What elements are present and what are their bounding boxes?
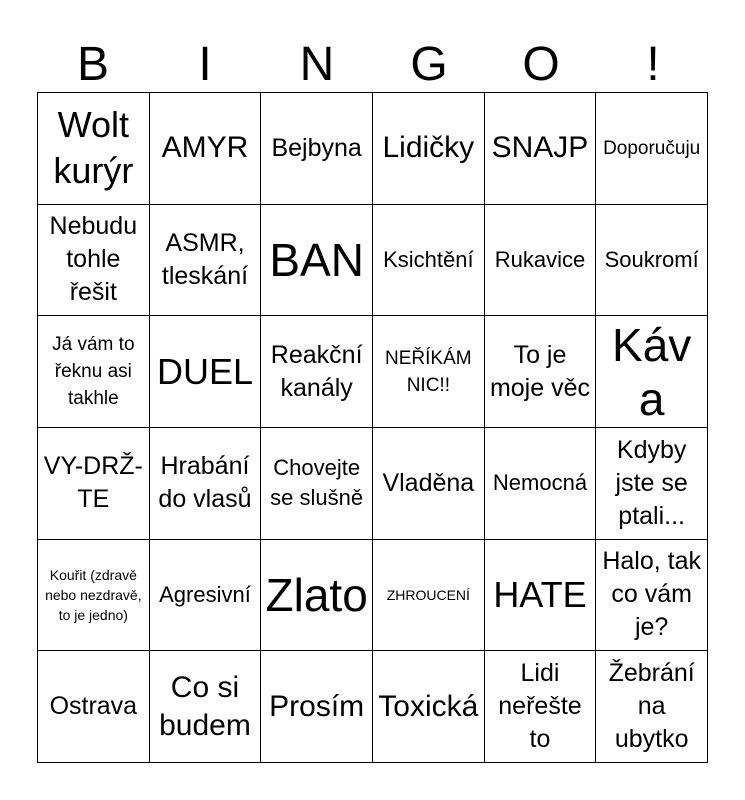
bingo-cell-text: To je moje věc	[489, 340, 590, 402]
bingo-cell-text: VY-DRŽ-TE	[43, 452, 143, 514]
bingo-cell[interactable]	[150, 428, 262, 540]
bingo-cell-text: Hrabání do vlasů	[158, 452, 252, 514]
title-letter: I	[198, 38, 212, 91]
bingo-cell-text: Vladěna	[382, 468, 475, 497]
bingo-cell-text: Nemocná	[492, 470, 588, 496]
bingo-cell[interactable]	[485, 93, 597, 205]
bingo-cell-text: Káva	[612, 318, 692, 425]
bingo-cell-text: NEŘÍKÁM NIC!!	[385, 347, 472, 396]
bingo-cell[interactable]	[485, 428, 597, 540]
bingo-cell-text: Chovejte se slušně	[270, 455, 364, 511]
bingo-cell-text: Zlato	[265, 568, 368, 621]
bingo-board	[37, 92, 708, 763]
bingo-cell-text: Doporučuju	[603, 137, 701, 159]
bingo-cell[interactable]	[261, 428, 373, 540]
bingo-cell-text: Já vám to řeknu asi takhle	[52, 334, 135, 410]
bingo-cell[interactable]	[373, 428, 485, 540]
title-letter: N	[299, 38, 335, 91]
title-letter: O	[522, 38, 560, 91]
bingo-cell-text: Soukromí	[604, 246, 699, 272]
bingo-cell-text: Wolt kurýr	[53, 104, 134, 192]
bingo-cell[interactable]	[596, 651, 708, 763]
bingo-cell-text: Reakční kanály	[270, 340, 363, 402]
title-letter: B	[76, 38, 109, 91]
bingo-cell-text: Nebudu tohle řešit	[49, 212, 138, 307]
bingo-cell-text: Bejbyna	[271, 133, 362, 162]
bingo-cell-text: Halo, tak co vám je?	[602, 547, 701, 642]
bingo-cell[interactable]	[485, 540, 597, 652]
bingo-cell[interactable]	[38, 316, 150, 428]
bingo-cell[interactable]	[596, 428, 708, 540]
bingo-cell[interactable]	[261, 540, 373, 652]
bingo-cell-text: Toxická	[378, 689, 479, 723]
bingo-cell[interactable]	[150, 316, 262, 428]
bingo-title	[37, 36, 708, 92]
bingo-cell-text: Lidi neřešte to	[498, 659, 582, 754]
bingo-cell[interactable]	[150, 93, 262, 205]
bingo-cell[interactable]	[373, 93, 485, 205]
bingo-cell-text: Lidičky	[382, 131, 475, 165]
bingo-cell-text: Agresivní	[159, 581, 251, 607]
bingo-cell[interactable]	[596, 205, 708, 317]
bingo-cell-text: AMYR	[161, 131, 249, 165]
bingo-cell-text: DUEL	[156, 350, 253, 392]
title-letter: !	[646, 38, 660, 91]
bingo-cell[interactable]	[596, 316, 708, 428]
bingo-cell[interactable]	[38, 540, 150, 652]
bingo-cell-text: SNAJP	[491, 131, 589, 165]
bingo-cell-text: Kdyby jste se ptali...	[615, 435, 688, 530]
bingo-cell[interactable]	[261, 93, 373, 205]
bingo-cell[interactable]	[261, 651, 373, 763]
bingo-cell-text: Co si budem	[159, 670, 251, 742]
bingo-cell-text: Ostrava	[49, 692, 138, 721]
bingo-cell-text: Žebrání na ubytko	[608, 659, 695, 754]
bingo-cell[interactable]	[38, 651, 150, 763]
bingo-cell[interactable]	[373, 205, 485, 317]
bingo-cell[interactable]	[485, 316, 597, 428]
bingo-cell[interactable]	[485, 651, 597, 763]
bingo-cell[interactable]	[373, 316, 485, 428]
bingo-cell-text: ASMR, tleskání	[161, 228, 249, 290]
bingo-cell-text: Rukavice	[494, 246, 586, 272]
bingo-cell-text: HATE	[493, 573, 587, 615]
bingo-cell[interactable]	[150, 651, 262, 763]
bingo-cell-text: BAN	[269, 233, 364, 286]
bingo-cell-text: Ksichtění	[383, 246, 474, 272]
title-letter: G	[410, 38, 448, 91]
bingo-cell-text: Kouřit (zdravě nebo nezdravě, to je jedno)	[45, 566, 142, 623]
bingo-cell[interactable]	[596, 540, 708, 652]
bingo-cell[interactable]	[261, 316, 373, 428]
bingo-cell[interactable]	[596, 93, 708, 205]
bingo-cell[interactable]	[38, 205, 150, 317]
bingo-cell[interactable]	[485, 205, 597, 317]
bingo-cell[interactable]	[38, 428, 150, 540]
bingo-cell[interactable]	[373, 540, 485, 652]
bingo-cell[interactable]	[150, 205, 262, 317]
bingo-cell[interactable]	[261, 205, 373, 317]
bingo-cell[interactable]	[38, 93, 150, 205]
bingo-cell[interactable]	[150, 540, 262, 652]
bingo-cell[interactable]	[373, 651, 485, 763]
bingo-cell-text: ZHROUCENÍ	[386, 586, 470, 603]
bingo-cell-text: Prosím	[269, 689, 365, 723]
